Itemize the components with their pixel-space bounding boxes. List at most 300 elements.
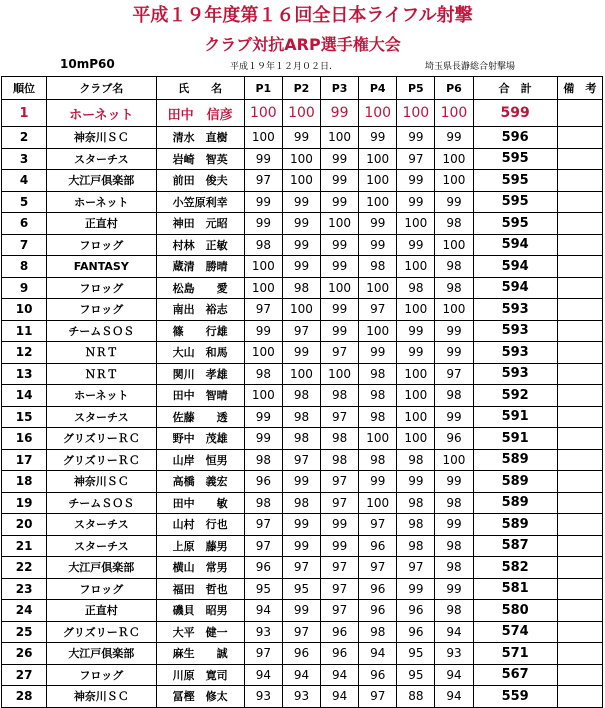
total-cell: 592 [473, 385, 557, 407]
score-cell-p1: 93 [244, 686, 282, 708]
name-cell: 川原 寛司 [156, 664, 244, 686]
table-row [2, 256, 603, 278]
score-cell-p4: 98 [359, 363, 397, 385]
table-row [2, 148, 603, 170]
score-cell-p1: 100 [244, 256, 282, 278]
score-cell-p6: 99 [435, 191, 473, 213]
table-row [2, 449, 603, 471]
name-cell: 高橋 義宏 [156, 471, 244, 493]
table-row [2, 127, 603, 149]
name-cell: 田中 敏 [156, 492, 244, 514]
score-cell-p1: 96 [244, 471, 282, 493]
club-cell: フロッグ [47, 277, 156, 299]
total-cell: 593 [473, 299, 557, 321]
name-cell: 神田 元昭 [156, 213, 244, 235]
score-cell-p6: 94 [435, 664, 473, 686]
table-row [2, 277, 603, 299]
total-cell: 593 [473, 320, 557, 342]
score-cell-p6: 100 [435, 100, 473, 127]
score-cell-p3: 97 [321, 578, 359, 600]
event-date: 平成１９年１２月０２日. [230, 62, 332, 72]
remarks-cell [557, 621, 602, 643]
rank-cell: 8 [2, 256, 47, 278]
score-cell-p1: 97 [244, 643, 282, 665]
total-cell: 591 [473, 428, 557, 450]
score-cell-p5: 100 [397, 406, 435, 428]
total-cell: 591 [473, 406, 557, 428]
score-cell-p1: 95 [244, 578, 282, 600]
table-row [2, 471, 603, 493]
remarks-cell [557, 277, 602, 299]
club-cell: グリズリーＲＣ [47, 428, 156, 450]
score-cell-p3: 97 [321, 471, 359, 493]
column-header-p5: P5 [397, 77, 435, 100]
score-cell-p1: 99 [244, 191, 282, 213]
remarks-cell [557, 449, 602, 471]
score-cell-p4: 97 [359, 557, 397, 579]
score-cell-p5: 96 [397, 621, 435, 643]
remarks-cell [557, 686, 602, 708]
total-cell: 593 [473, 342, 557, 364]
score-cell-p5: 100 [397, 363, 435, 385]
score-cell-p2: 97 [282, 621, 320, 643]
score-cell-p3: 96 [321, 643, 359, 665]
rank-cell: 28 [2, 686, 47, 708]
name-cell: 大平 健一 [156, 621, 244, 643]
column-header-p1: P1 [244, 77, 282, 100]
score-cell-p2: 97 [282, 449, 320, 471]
table-row [2, 234, 603, 256]
name-cell: 田中 智晴 [156, 385, 244, 407]
score-cell-p5: 97 [397, 557, 435, 579]
score-cell-p5: 99 [397, 342, 435, 364]
remarks-cell [557, 385, 602, 407]
name-cell: 冨樫 修太 [156, 686, 244, 708]
score-cell-p4: 100 [359, 492, 397, 514]
table-row [2, 686, 603, 708]
name-cell: 山村 行也 [156, 514, 244, 536]
club-cell: フロッグ [47, 234, 156, 256]
score-cell-p3: 99 [321, 256, 359, 278]
score-cell-p3: 99 [321, 234, 359, 256]
score-cell-p2: 95 [282, 578, 320, 600]
score-cell-p2: 99 [282, 514, 320, 536]
club-cell: 大江戸倶楽部 [47, 557, 156, 579]
score-cell-p2: 93 [282, 686, 320, 708]
score-cell-p6: 99 [435, 578, 473, 600]
score-cell-p1: 94 [244, 664, 282, 686]
score-cell-p6: 99 [435, 320, 473, 342]
score-cell-p3: 97 [321, 600, 359, 622]
score-cell-p6: 98 [435, 492, 473, 514]
remarks-cell [557, 213, 602, 235]
score-cell-p3: 94 [321, 664, 359, 686]
club-cell: 神奈川ＳＣ [47, 471, 156, 493]
table-row [2, 406, 603, 428]
table-row [2, 342, 603, 364]
rank-cell: 20 [2, 514, 47, 536]
score-cell-p6: 98 [435, 557, 473, 579]
total-cell: 559 [473, 686, 557, 708]
total-cell: 595 [473, 191, 557, 213]
rank-cell: 9 [2, 277, 47, 299]
rank-cell: 24 [2, 600, 47, 622]
club-cell: スターチス [47, 406, 156, 428]
name-cell: 篠 行雄 [156, 320, 244, 342]
club-cell: ホーネット [47, 191, 156, 213]
score-cell-p1: 96 [244, 557, 282, 579]
score-cell-p2: 99 [282, 471, 320, 493]
table-row [2, 299, 603, 321]
remarks-cell [557, 664, 602, 686]
score-cell-p2: 100 [282, 170, 320, 192]
score-cell-p4: 99 [359, 471, 397, 493]
score-cell-p1: 97 [244, 514, 282, 536]
score-cell-p4: 98 [359, 621, 397, 643]
club-cell: フロッグ [47, 664, 156, 686]
rank-cell: 16 [2, 428, 47, 450]
results-body [2, 100, 603, 708]
remarks-cell [557, 234, 602, 256]
remarks-cell [557, 170, 602, 192]
score-cell-p5: 100 [397, 385, 435, 407]
remarks-cell [557, 320, 602, 342]
score-cell-p4: 96 [359, 578, 397, 600]
remarks-cell [557, 299, 602, 321]
score-cell-p2: 99 [282, 234, 320, 256]
score-cell-p2: 94 [282, 664, 320, 686]
score-cell-p1: 97 [244, 535, 282, 557]
total-cell: 593 [473, 363, 557, 385]
score-cell-p6: 96 [435, 428, 473, 450]
score-cell-p5: 100 [397, 299, 435, 321]
event-label: 10mP60 [60, 57, 115, 71]
rank-cell: 2 [2, 127, 47, 149]
club-cell: グリズリーＲＣ [47, 621, 156, 643]
score-cell-p5: 99 [397, 191, 435, 213]
club-cell: グリズリーＲＣ [47, 449, 156, 471]
page-title: 平成１９年度第１６回全日本ライフル射撃 [132, 5, 473, 26]
rank-cell: 21 [2, 535, 47, 557]
table-row [2, 363, 603, 385]
score-cell-p4: 96 [359, 535, 397, 557]
name-cell: 野中 茂雄 [156, 428, 244, 450]
score-cell-p6: 100 [435, 234, 473, 256]
score-cell-p2: 99 [282, 213, 320, 235]
score-cell-p3: 99 [321, 299, 359, 321]
score-cell-p4: 100 [359, 100, 397, 127]
rank-cell: 26 [2, 643, 47, 665]
score-cell-p2: 97 [282, 557, 320, 579]
table-row [2, 213, 603, 235]
score-cell-p1: 99 [244, 406, 282, 428]
remarks-cell [557, 342, 602, 364]
table-row [2, 643, 603, 665]
header-row [2, 77, 603, 100]
table-row [2, 664, 603, 686]
score-cell-p6: 100 [435, 299, 473, 321]
club-cell: FANTASY [47, 256, 156, 278]
rank-cell: 11 [2, 320, 47, 342]
total-cell: 574 [473, 621, 557, 643]
rank-cell: 22 [2, 557, 47, 579]
table-row [2, 600, 603, 622]
column-header-rank: 順位 [2, 77, 47, 100]
score-cell-p1: 100 [244, 385, 282, 407]
club-cell: スターチス [47, 535, 156, 557]
name-cell: 関川 孝雄 [156, 363, 244, 385]
total-cell: 594 [473, 277, 557, 299]
score-cell-p4: 100 [359, 428, 397, 450]
club-cell: ホーネット [47, 385, 156, 407]
score-cell-p3: 100 [321, 363, 359, 385]
name-cell: 松島 愛 [156, 277, 244, 299]
table-row [2, 191, 603, 213]
table-row [2, 492, 603, 514]
score-cell-p1: 97 [244, 170, 282, 192]
rank-cell: 13 [2, 363, 47, 385]
score-cell-p5: 99 [397, 320, 435, 342]
total-cell: 587 [473, 535, 557, 557]
remarks-cell [557, 471, 602, 493]
name-cell: 村林 正敏 [156, 234, 244, 256]
score-cell-p3: 99 [321, 100, 359, 127]
score-cell-p1: 99 [244, 320, 282, 342]
column-header-p3: P3 [321, 77, 359, 100]
club-cell: チームＳＯＳ [47, 320, 156, 342]
score-cell-p5: 96 [397, 600, 435, 622]
rank-cell: 6 [2, 213, 47, 235]
results-table [1, 76, 603, 708]
table-row [2, 535, 603, 557]
remarks-cell [557, 428, 602, 450]
score-cell-p2: 98 [282, 428, 320, 450]
score-cell-p4: 100 [359, 320, 397, 342]
score-cell-p4: 98 [359, 406, 397, 428]
score-cell-p4: 97 [359, 514, 397, 536]
name-cell: 小笠原利幸 [156, 191, 244, 213]
score-cell-p4: 98 [359, 449, 397, 471]
column-header-p6: P6 [435, 77, 473, 100]
table-row [2, 621, 603, 643]
score-cell-p5: 98 [397, 514, 435, 536]
column-header-total: 合 計 [473, 77, 557, 100]
table-row [2, 428, 603, 450]
total-cell: 594 [473, 256, 557, 278]
club-cell: ＮＲＴ [47, 342, 156, 364]
total-cell: 581 [473, 578, 557, 600]
club-cell: 大江戸倶楽部 [47, 170, 156, 192]
club-cell: フロッグ [47, 299, 156, 321]
score-cell-p3: 99 [321, 148, 359, 170]
score-cell-p2: 100 [282, 299, 320, 321]
score-cell-p1: 93 [244, 621, 282, 643]
rank-cell: 18 [2, 471, 47, 493]
score-cell-p3: 99 [321, 535, 359, 557]
score-cell-p3: 98 [321, 385, 359, 407]
score-cell-p4: 100 [359, 170, 397, 192]
rank-cell: 14 [2, 385, 47, 407]
name-cell: 佐藤 透 [156, 406, 244, 428]
score-cell-p5: 88 [397, 686, 435, 708]
score-cell-p6: 94 [435, 621, 473, 643]
score-cell-p4: 99 [359, 234, 397, 256]
score-cell-p6: 93 [435, 643, 473, 665]
score-cell-p3: 100 [321, 277, 359, 299]
score-cell-p5: 98 [397, 449, 435, 471]
rank-cell: 19 [2, 492, 47, 514]
table-row [2, 578, 603, 600]
total-cell: 589 [473, 492, 557, 514]
score-cell-p3: 99 [321, 320, 359, 342]
score-cell-p3: 97 [321, 492, 359, 514]
club-cell: フロッグ [47, 578, 156, 600]
score-cell-p1: 100 [244, 127, 282, 149]
score-cell-p1: 99 [244, 428, 282, 450]
name-cell: 上原 藤男 [156, 535, 244, 557]
name-cell: 清水 直樹 [156, 127, 244, 149]
score-cell-p5: 98 [397, 277, 435, 299]
name-cell: 大山 和馬 [156, 342, 244, 364]
total-cell: 595 [473, 148, 557, 170]
score-cell-p1: 100 [244, 100, 282, 127]
club-cell: 大江戸倶楽部 [47, 643, 156, 665]
remarks-cell [557, 600, 602, 622]
score-cell-p1: 98 [244, 492, 282, 514]
score-cell-p5: 95 [397, 664, 435, 686]
score-cell-p4: 100 [359, 148, 397, 170]
score-cell-p1: 98 [244, 449, 282, 471]
score-cell-p4: 98 [359, 256, 397, 278]
name-cell: 田中 信彦 [156, 100, 244, 127]
score-cell-p2: 99 [282, 256, 320, 278]
rank-cell: 25 [2, 621, 47, 643]
name-cell: 山岸 恒男 [156, 449, 244, 471]
remarks-cell [557, 514, 602, 536]
score-cell-p6: 98 [435, 256, 473, 278]
score-cell-p5: 100 [397, 428, 435, 450]
score-cell-p6: 100 [435, 170, 473, 192]
score-cell-p1: 99 [244, 148, 282, 170]
rank-cell: 3 [2, 148, 47, 170]
club-cell: 神奈川ＳＣ [47, 686, 156, 708]
score-cell-p5: 98 [397, 535, 435, 557]
score-cell-p2: 99 [282, 600, 320, 622]
total-cell: 580 [473, 600, 557, 622]
score-cell-p4: 97 [359, 686, 397, 708]
score-cell-p6: 98 [435, 535, 473, 557]
score-cell-p1: 98 [244, 234, 282, 256]
score-cell-p5: 99 [397, 234, 435, 256]
score-cell-p3: 98 [321, 449, 359, 471]
name-cell: 磯貝 昭男 [156, 600, 244, 622]
score-cell-p2: 99 [282, 191, 320, 213]
score-cell-p3: 97 [321, 557, 359, 579]
score-cell-p4: 96 [359, 600, 397, 622]
score-cell-p4: 99 [359, 213, 397, 235]
club-cell: 正直村 [47, 600, 156, 622]
score-cell-p6: 99 [435, 514, 473, 536]
name-cell: 南出 裕志 [156, 299, 244, 321]
score-cell-p6: 98 [435, 213, 473, 235]
club-cell: ホーネット [47, 100, 156, 127]
total-cell: 571 [473, 643, 557, 665]
name-cell: 前田 俊夫 [156, 170, 244, 192]
score-cell-p2: 99 [282, 342, 320, 364]
remarks-cell [557, 492, 602, 514]
score-cell-p6: 98 [435, 600, 473, 622]
score-cell-p2: 98 [282, 406, 320, 428]
score-cell-p5: 100 [397, 100, 435, 127]
remarks-cell [557, 557, 602, 579]
score-cell-p5: 99 [397, 471, 435, 493]
total-cell: 589 [473, 471, 557, 493]
score-cell-p6: 99 [435, 406, 473, 428]
score-cell-p1: 100 [244, 342, 282, 364]
page-subtitle: クラブ対抗ARP選手権大会 [204, 35, 401, 54]
score-cell-p3: 99 [321, 514, 359, 536]
rank-cell: 23 [2, 578, 47, 600]
column-header-name: 氏 名 [156, 77, 244, 100]
score-cell-p4: 97 [359, 299, 397, 321]
column-header-p4: P4 [359, 77, 397, 100]
score-cell-p3: 96 [321, 621, 359, 643]
score-cell-p2: 100 [282, 148, 320, 170]
name-cell: 横山 常男 [156, 557, 244, 579]
remarks-cell [557, 643, 602, 665]
score-cell-p6: 97 [435, 363, 473, 385]
score-cell-p6: 100 [435, 148, 473, 170]
event-venue: 埼玉県長瀞総合射撃場 [425, 62, 516, 72]
total-cell: 599 [473, 100, 557, 127]
remarks-cell [557, 363, 602, 385]
remarks-cell [557, 191, 602, 213]
table-row [2, 557, 603, 579]
score-cell-p1: 94 [244, 600, 282, 622]
score-cell-p2: 98 [282, 492, 320, 514]
score-cell-p2: 99 [282, 127, 320, 149]
score-cell-p5: 98 [397, 492, 435, 514]
total-cell: 595 [473, 213, 557, 235]
table-row [2, 514, 603, 536]
score-cell-p3: 94 [321, 686, 359, 708]
score-cell-p4: 100 [359, 277, 397, 299]
club-cell: ＮＲＴ [47, 363, 156, 385]
name-cell: 蔵清 勝晴 [156, 256, 244, 278]
column-header-p2: P2 [282, 77, 320, 100]
remarks-cell [557, 406, 602, 428]
score-cell-p4: 99 [359, 342, 397, 364]
score-cell-p2: 100 [282, 363, 320, 385]
score-cell-p3: 97 [321, 342, 359, 364]
score-cell-p3: 97 [321, 406, 359, 428]
score-cell-p2: 96 [282, 643, 320, 665]
score-cell-p2: 98 [282, 385, 320, 407]
rank-cell: 4 [2, 170, 47, 192]
club-cell: スターチス [47, 514, 156, 536]
total-cell: 594 [473, 234, 557, 256]
score-cell-p2: 98 [282, 277, 320, 299]
name-cell: 岩崎 智英 [156, 148, 244, 170]
score-cell-p1: 100 [244, 277, 282, 299]
score-cell-p2: 99 [282, 535, 320, 557]
score-cell-p5: 99 [397, 127, 435, 149]
total-cell: 589 [473, 449, 557, 471]
remarks-cell [557, 148, 602, 170]
score-cell-p1: 97 [244, 299, 282, 321]
total-cell: 595 [473, 170, 557, 192]
total-cell: 596 [473, 127, 557, 149]
